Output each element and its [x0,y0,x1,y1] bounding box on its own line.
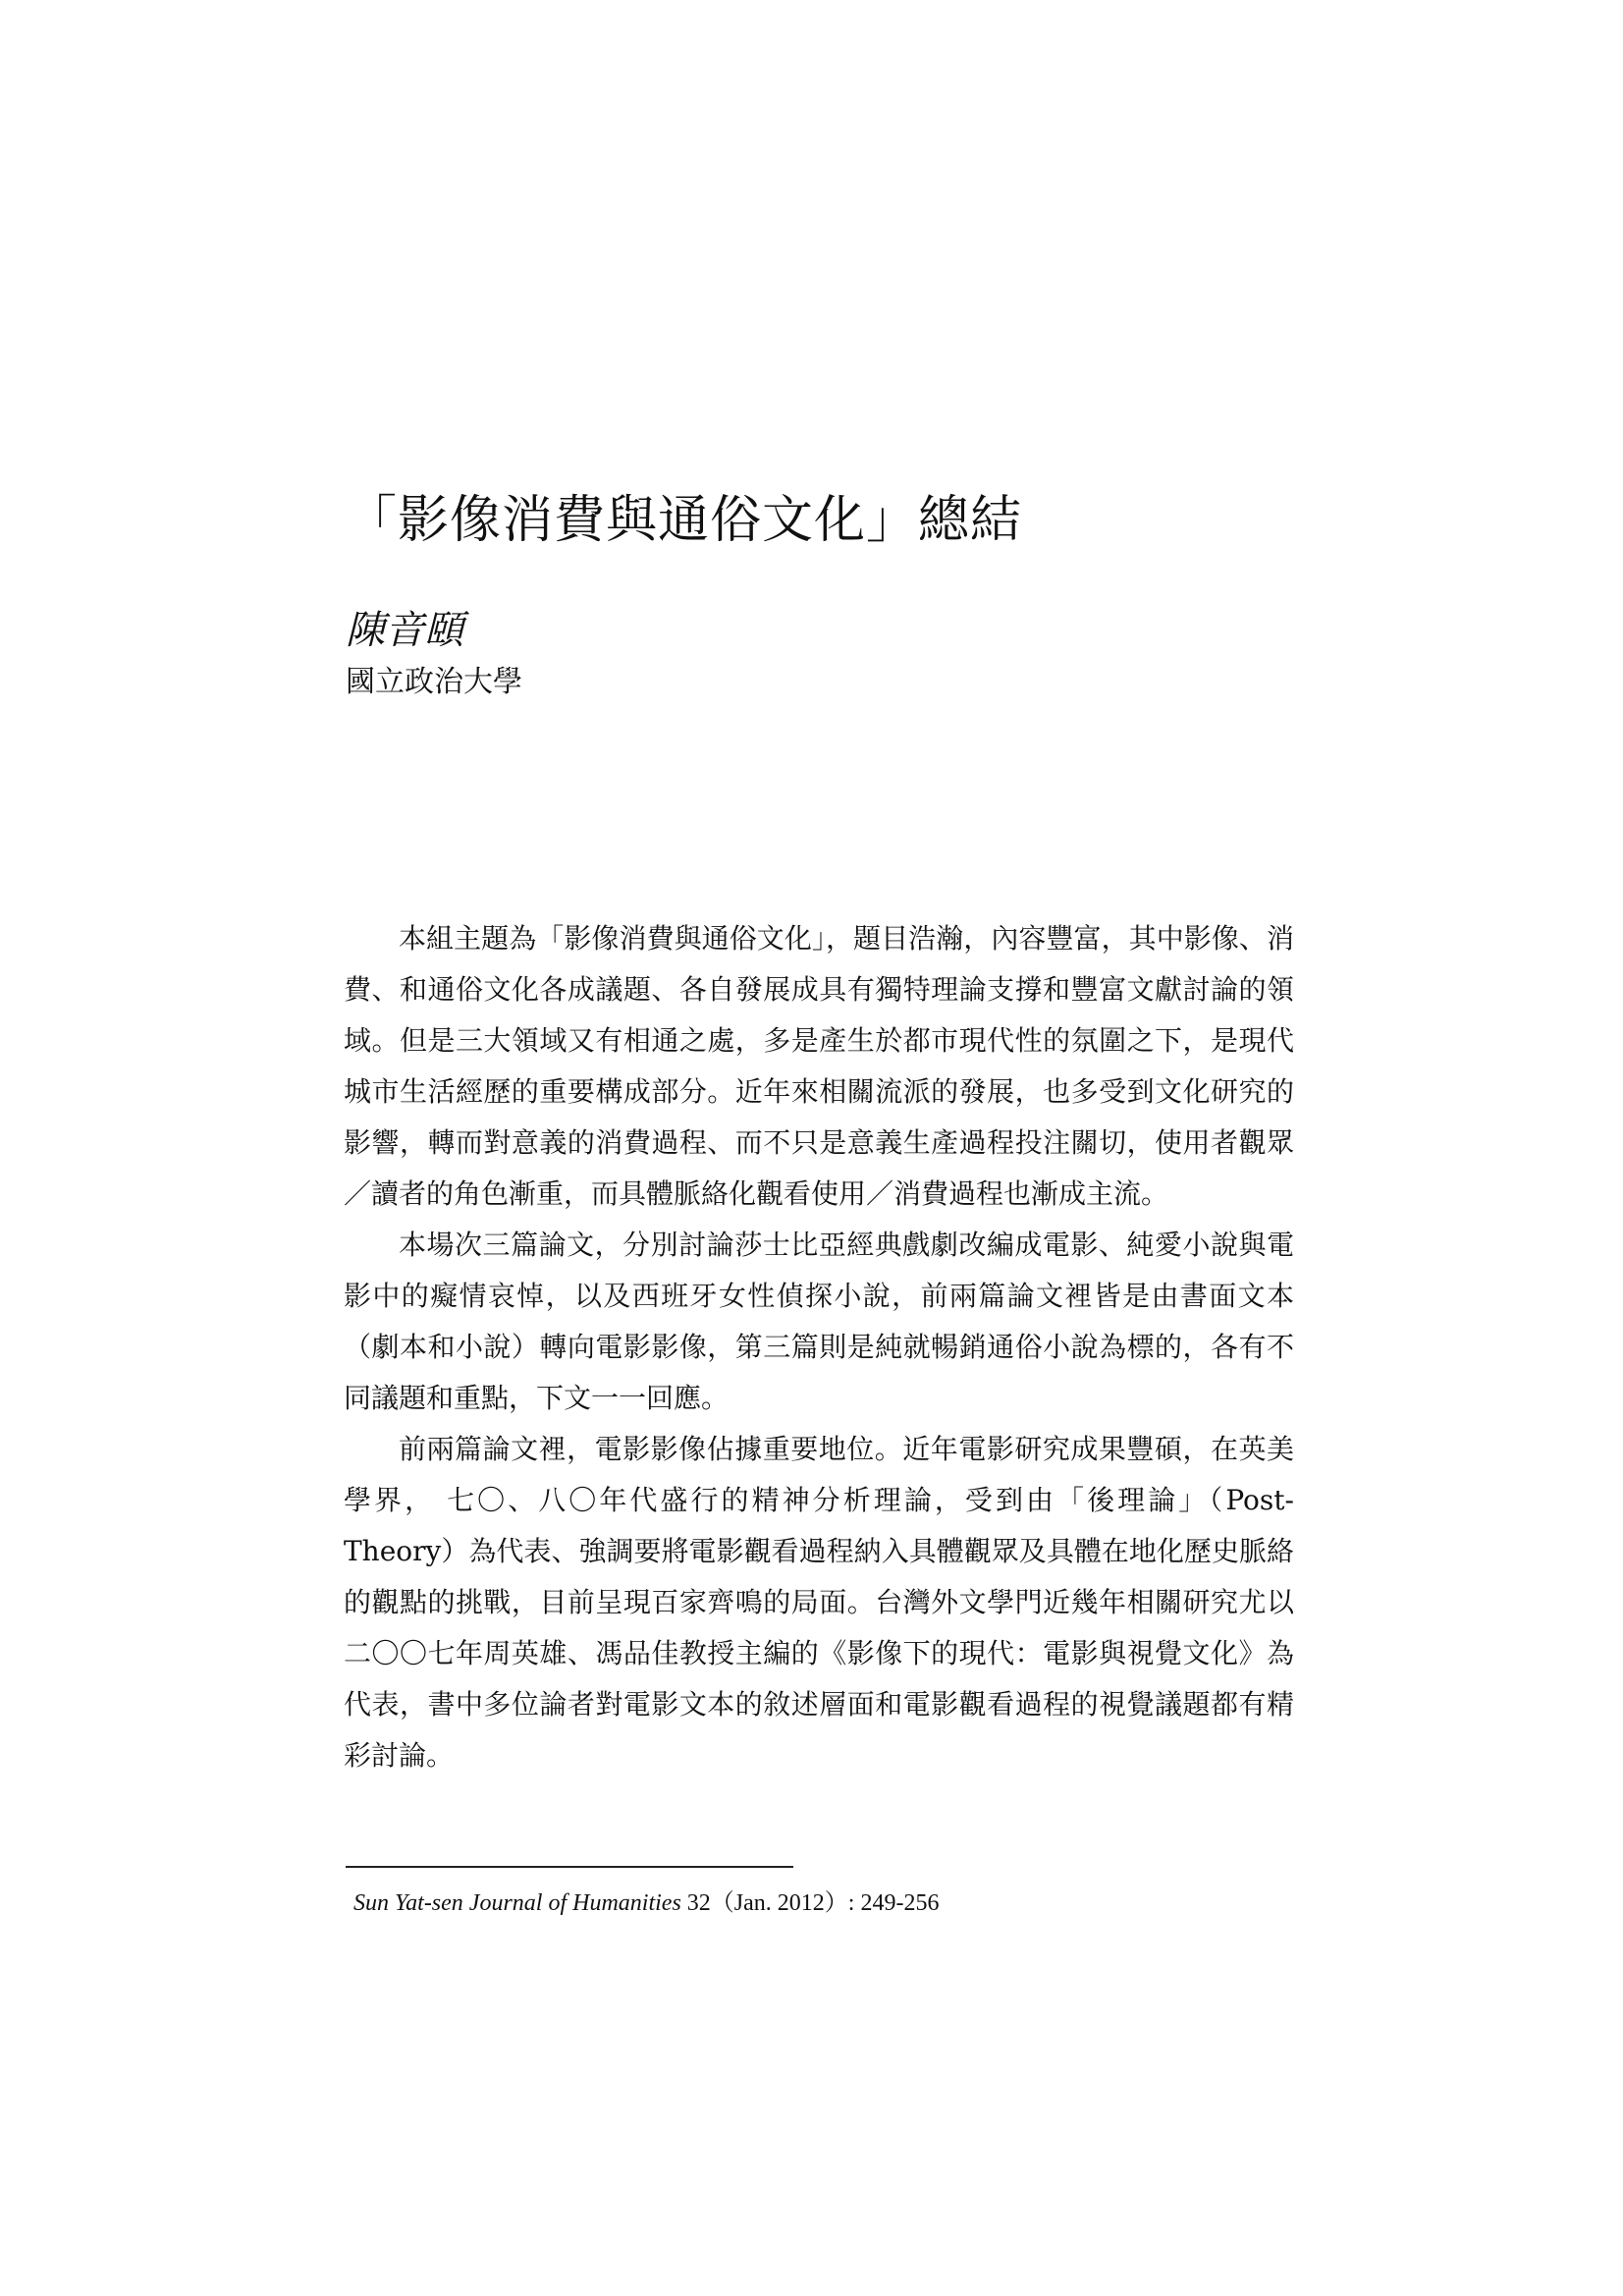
article-body [344,913,1294,1781]
body-paragraph: 前兩篇論文裡，電影影像佔據重要地位。近年電影研究成果豐碩，在英美學界， 七〇、八〇年代盛行的精神分析理論，受到由「後理論」（Post-Theory）為代表、強調要將電影觀看過程納入具體觀眾及具體在地化歷史脈絡的觀點的挑戰，目前呈現百家齊鳴的局面。台灣外文學門近幾年相關研究尤以二〇〇七年周英雄、馮品佳教授主編的《影像下的現代：電影與視覺文化》為代表，書中多位論者對電影文本的敘述層面和電影觀看過程的視覺議題都有精彩討論。 [344,1433,1294,1772]
article-title: 「影像消費與通俗文化」總結 [346,491,1023,550]
journal-issue-pages: 32（Jan. 2012）: 249-256 [680,1890,940,1916]
body-paragraph: 本場次三篇論文，分別討論莎士比亞經典戲劇改編成電影、純愛小說與電影中的癡情哀悼，以及西班牙女性偵探小說，前兩篇論文裡皆是由書面文本（劇本和小說）轉向電影影像，第三篇則是純就暢銷通俗小說為標的，各有不同議題和重點，下文一一回應。 [344,1229,1294,1414]
author-name: 陳音頤 [346,608,463,653]
footnote-divider [346,1866,793,1868]
body-paragraph: 本組主題為「影像消費與通俗文化」，題目浩瀚，內容豐富，其中影像、消費、和通俗文化各成議題、各自發展成具有獨特理論支撐和豐富文獻討論的領域。但是三大領域又有相通之處，多是產生於都市現代性的氛圍之下，是現代城市生活經歷的重要構成部分。近年來相關流派的發展，也多受到文化研究的影響，轉而對意義的消費過程、而不只是意義生產過程投注關切，使用者觀眾／讀者的角色漸重，而具體脈絡化觀看使用／消費過程也漸成主流。 [344,922,1294,1210]
journal-name: Sun Yat-sen Journal of Humanities [353,1890,681,1916]
journal-citation [353,1887,939,1919]
author-affiliation: 國立政治大學 [346,665,522,699]
